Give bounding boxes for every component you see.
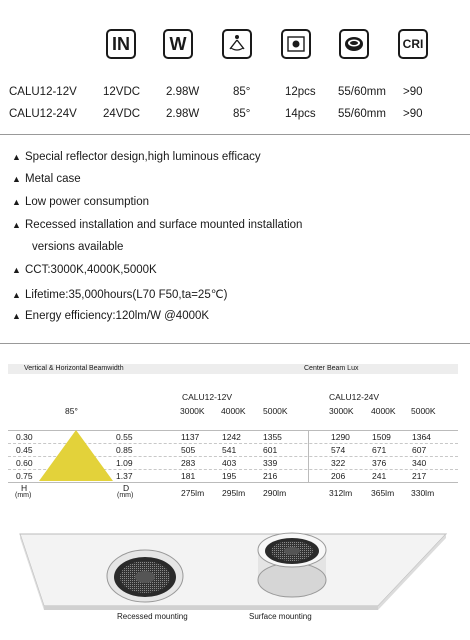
model-a-heading: CALU12-12V	[182, 392, 233, 402]
size-cell: 55/60mm	[338, 108, 386, 120]
lux-a-cell: 181	[181, 471, 196, 481]
lux-a-cell: 195	[222, 471, 237, 481]
lux-a-cell: 403	[222, 458, 237, 468]
d-axis-label: D	[123, 483, 130, 493]
input-icon: IN	[106, 29, 136, 59]
lux-a-cell: 1242	[222, 432, 241, 442]
table-column-divider	[308, 430, 309, 482]
divider	[0, 343, 470, 344]
d-unit-label: (mm)	[117, 492, 134, 499]
model-cell: CALU12-24V	[9, 108, 77, 120]
h-axis-label: H	[21, 483, 28, 493]
cri-icon: CRI	[398, 29, 428, 59]
wattage-icon: W	[163, 29, 193, 59]
beam-angle-icon	[222, 29, 252, 59]
lux-a-cell: 541	[222, 445, 237, 455]
lumens-b-0: 312lm	[329, 488, 353, 498]
lux-b-cell: 322	[331, 458, 346, 468]
feature-item-continuation: versions available	[32, 241, 124, 253]
bullet-triangle-icon: ▲	[12, 197, 21, 207]
recessed-caption: Recessed mounting	[117, 612, 188, 621]
lumens-b-1: 365lm	[371, 488, 395, 498]
surface-downlight	[258, 533, 326, 597]
feature-item: ▲ Special reflector design,high luminous efficacy	[12, 151, 261, 163]
bullet-triangle-icon: ▲	[12, 152, 21, 162]
installation-illustration	[14, 520, 458, 612]
lux-b-cell: 217	[412, 471, 427, 481]
d-diameter-cell: 0.85	[116, 445, 133, 455]
watt-cell: 2.98W	[166, 108, 200, 120]
cct-a-0: 3000K	[180, 406, 205, 416]
feature-item: ▲ Recessed installation and surface mounted installation	[12, 219, 303, 231]
lux-b-cell: 671	[372, 445, 387, 455]
lux-b-cell: 241	[372, 471, 387, 481]
feature-item: ▲ Low power consumption	[12, 196, 150, 208]
feature-item: ▲ Energy efficiency:120lm/W @4000K	[12, 310, 210, 322]
feature-item: ▲ CCT:3000K,4000K,5000K	[12, 264, 157, 276]
d-diameter-cell: 0.55	[116, 432, 133, 442]
spec-row	[0, 108, 470, 122]
housing-icon	[339, 29, 369, 59]
surface-caption: Surface mounting	[249, 612, 312, 621]
lux-a-cell: 216	[263, 471, 278, 481]
lux-b-cell: 206	[331, 471, 346, 481]
ceiling-panel	[20, 534, 446, 606]
d-diameter-cell: 1.09	[116, 458, 133, 468]
cct-a-2: 5000K	[263, 406, 288, 416]
angle-cell: 85°	[233, 108, 251, 120]
lux-b-cell: 1364	[412, 432, 431, 442]
lux-b-cell: 1290	[331, 432, 350, 442]
beam-angle-label: 85°	[65, 406, 78, 416]
cri-cell: >90	[403, 86, 423, 98]
input-cell: 12VDC	[103, 86, 141, 98]
divider	[0, 134, 470, 135]
bullet-triangle-icon: ▲	[12, 290, 21, 300]
lumens-a-0: 275lm	[181, 488, 205, 498]
lux-a-cell: 283	[181, 458, 196, 468]
lux-b-cell: 1509	[372, 432, 391, 442]
cct-b-2: 5000K	[411, 406, 436, 416]
lumens-a-2: 290lm	[263, 488, 287, 498]
lux-a-cell: 1137	[181, 432, 200, 442]
cct-a-1: 4000K	[221, 406, 246, 416]
table-rule	[8, 482, 458, 483]
h-distance-cell: 0.75	[16, 471, 33, 481]
lux-b-cell: 376	[372, 458, 387, 468]
size-cell: 55/60mm	[338, 86, 386, 98]
center-lux-header: Center Beam Lux	[304, 365, 359, 372]
recessed-downlight	[107, 550, 183, 602]
lux-a-cell: 601	[263, 445, 278, 455]
cct-b-1: 4000K	[371, 406, 396, 416]
model-b-heading: CALU12-24V	[329, 392, 380, 402]
h-distance-cell: 0.60	[16, 458, 33, 468]
bullet-triangle-icon: ▲	[12, 311, 21, 321]
lux-a-cell: 505	[181, 445, 196, 455]
beamwidth-header: Vertical & Horizontal Beamwidth	[24, 365, 124, 372]
lux-a-cell: 1355	[263, 432, 282, 442]
cct-b-0: 3000K	[329, 406, 354, 416]
cri-cell: >90	[403, 108, 423, 120]
bullet-triangle-icon: ▲	[12, 265, 21, 275]
input-cell: 24VDC	[103, 108, 141, 120]
model-cell: CALU12-12V	[9, 86, 77, 98]
lux-a-cell: 339	[263, 458, 278, 468]
lumens-a-1: 295lm	[222, 488, 246, 498]
lux-b-cell: 607	[412, 445, 427, 455]
lux-b-cell: 574	[331, 445, 346, 455]
spec-row	[0, 86, 470, 100]
photometric-header	[8, 364, 458, 374]
h-distance-cell: 0.30	[16, 432, 33, 442]
lux-b-cell: 340	[412, 458, 427, 468]
angle-cell: 85°	[233, 86, 251, 98]
h-distance-cell: 0.45	[16, 445, 33, 455]
feature-item: ▲ Lifetime:35,000hours(L70 F50,ta=25℃)	[12, 289, 228, 301]
feature-item: ▲ Metal case	[12, 173, 81, 185]
leds-cell: 14pcs	[285, 108, 316, 120]
leds-cell: 12pcs	[285, 86, 316, 98]
beam-cone	[36, 430, 116, 482]
watt-cell: 2.98W	[166, 86, 200, 98]
h-unit-label: (mm)	[15, 492, 32, 499]
bullet-triangle-icon: ▲	[12, 220, 21, 230]
dimension-icon	[281, 29, 311, 59]
bullet-triangle-icon: ▲	[12, 174, 21, 184]
lumens-b-2: 330lm	[411, 488, 435, 498]
d-diameter-cell: 1.37	[116, 471, 133, 481]
